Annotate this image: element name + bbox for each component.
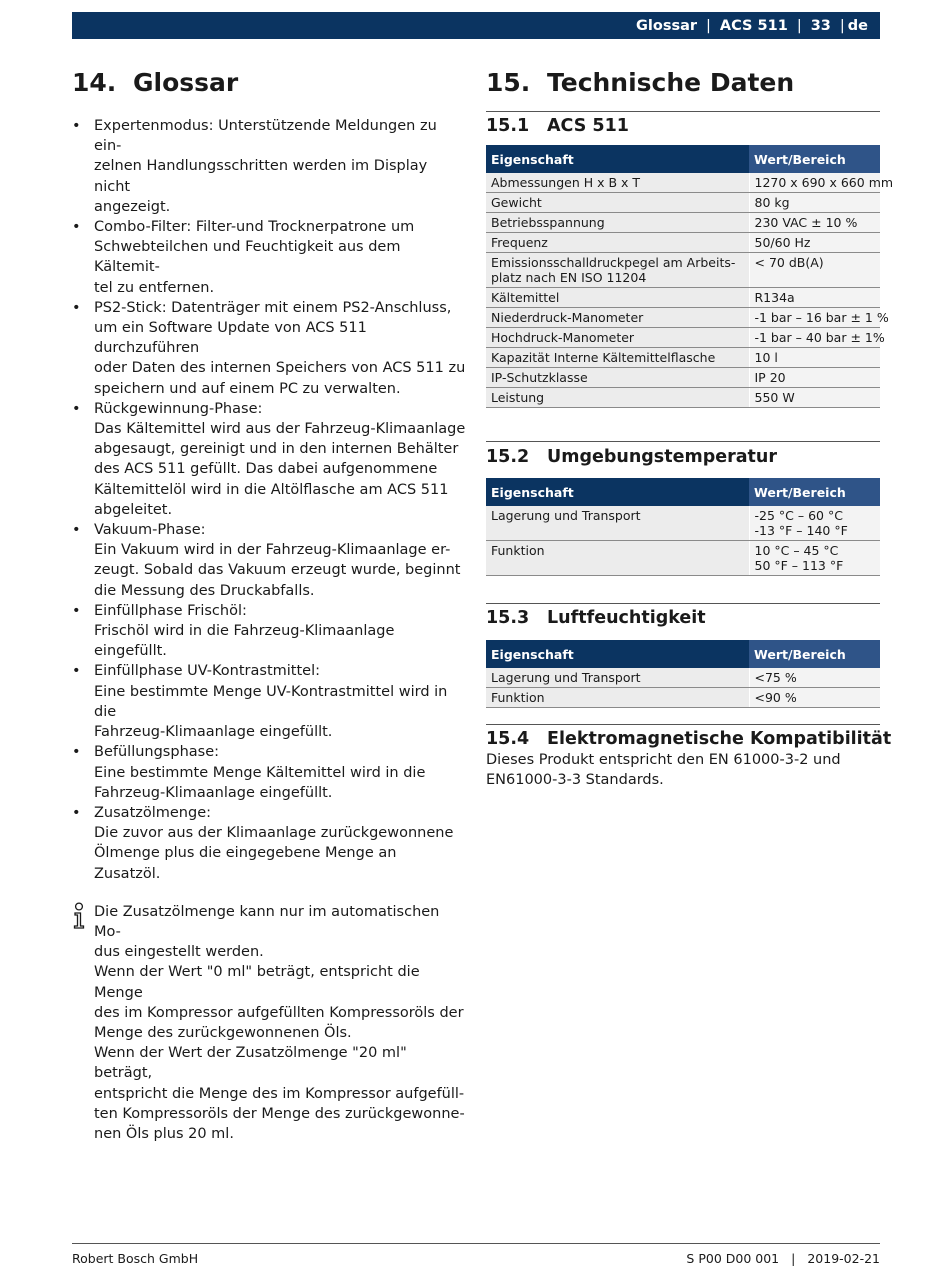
note-text-line: des im Kompressor aufgefüllten Kompressoröls der xyxy=(94,1004,464,1021)
bullet-icon: • xyxy=(72,400,81,417)
note-text-line: Die Zusatzölmenge kann nur im automatischen Mo- xyxy=(94,903,440,940)
header-section: Glossar xyxy=(635,17,698,34)
glossary-text-line: Ölmenge plus die eingegebene Menge an Zusatzöl. xyxy=(94,845,397,882)
value-text: < 70 dB(A) xyxy=(754,255,824,270)
table-row xyxy=(486,506,880,541)
property-text: Niederdruck-Manometer xyxy=(491,310,644,325)
property-text: IP-Schutzklasse xyxy=(491,370,588,385)
glossary-text-line: tel zu entfernen. xyxy=(94,279,215,296)
section-emc xyxy=(486,724,892,790)
property-cell xyxy=(486,368,749,388)
emc-text-line: EN61000-3-3 Standards. xyxy=(486,772,664,789)
column-header-value: Wert/Bereich xyxy=(749,640,880,668)
tech-column xyxy=(486,64,894,790)
value-cell xyxy=(749,213,880,233)
value-text: R134a xyxy=(754,290,795,305)
footer-doc-info xyxy=(686,1251,880,1266)
chapter-number: 15. xyxy=(486,68,531,97)
glossary-item xyxy=(72,298,467,399)
info-icon xyxy=(72,902,86,930)
table-row xyxy=(486,173,880,193)
chapter-number: 14. xyxy=(72,68,117,97)
property-text: Hochdruck-Manometer xyxy=(491,330,635,345)
section-title: ACS 511 xyxy=(547,116,629,136)
bullet-icon: • xyxy=(72,522,81,539)
footer-divider xyxy=(72,1243,880,1244)
property-text: platz nach EN ISO 11204 xyxy=(491,270,647,285)
property-cell xyxy=(486,541,749,576)
glossary-text-line: abgesaugt, gereinigt und in den internen Behälter xyxy=(94,441,459,458)
glossary-text-line: Einfüllphase UV-Kontrastmittel: xyxy=(94,663,320,680)
section-heading xyxy=(486,442,880,478)
spec-table-humidity xyxy=(486,640,880,708)
header-separator: | xyxy=(796,17,802,34)
property-text: Abmessungen H x B x T xyxy=(491,175,641,190)
value-cell xyxy=(749,348,880,368)
value-text: 80 kg xyxy=(754,195,790,210)
glossary-text-line: Fahrzeug-Klimaanlage eingefüllt. xyxy=(94,724,333,741)
emc-statement xyxy=(486,750,880,790)
value-text: <90 % xyxy=(754,690,797,705)
table-row xyxy=(486,688,880,708)
value-cell xyxy=(749,328,885,348)
section-humidity xyxy=(486,603,880,708)
column-header-property: Eigenschaft xyxy=(486,145,749,173)
value-text: 10 °C – 45 °C xyxy=(754,543,839,558)
value-cell xyxy=(749,668,880,688)
glossary-text-line: Ein Vakuum wird in der Fahrzeug-Klimaanlage er- xyxy=(94,542,451,559)
column-header-property: Eigenschaft xyxy=(486,640,749,668)
table-row xyxy=(486,541,880,576)
glossary-text-line: Schwebteilchen und Feuchtigkeit aus dem Kältemit- xyxy=(94,239,401,276)
value-text: IP 20 xyxy=(754,370,786,385)
table-row xyxy=(486,668,880,688)
property-cell xyxy=(486,308,749,328)
note-text xyxy=(94,902,467,1144)
note-text-line: dus eingestellt werden. xyxy=(94,944,264,961)
table-row xyxy=(486,233,880,253)
note-text-line: Menge des zurückgewonnenen Öls. xyxy=(94,1024,352,1041)
glossary-text-line: Eine bestimmte Menge UV-Kontrastmittel wird in die xyxy=(94,683,448,720)
bullet-icon: • xyxy=(72,602,81,619)
glossary-text-line: zeugt. Sobald das Vakuum erzeugt wurde, beginnt xyxy=(94,562,461,579)
property-cell xyxy=(486,233,749,253)
value-cell xyxy=(749,368,880,388)
table-row xyxy=(486,388,880,408)
value-text: 50 °F – 113 °F xyxy=(754,558,844,573)
glossary-text-line: Das Kältemittel wird aus der Fahrzeug-Klimaanlage xyxy=(94,421,466,438)
property-cell xyxy=(486,688,749,708)
property-cell xyxy=(486,213,749,233)
value-text: 230 VAC ± 10 % xyxy=(754,215,858,230)
table-row xyxy=(486,213,880,233)
header-separator: | xyxy=(706,17,711,34)
value-text: 550 W xyxy=(754,390,795,405)
value-cell xyxy=(749,253,880,288)
chapter-title: Glossar xyxy=(133,68,239,97)
section-number: 15.1 xyxy=(486,116,530,136)
property-cell xyxy=(486,193,749,213)
glossary-text-line: angezeigt. xyxy=(94,198,171,215)
header-separator: | xyxy=(839,17,845,34)
property-text: Frequenz xyxy=(491,235,548,250)
section-acs511 xyxy=(486,111,894,408)
glossary-text-line: Die zuvor aus der Klimaanlage zurückgewonnene xyxy=(94,825,454,842)
value-cell xyxy=(749,193,880,213)
property-text: Lagerung und Transport xyxy=(491,670,641,685)
footer-doc-number: S P00 D00 001 xyxy=(686,1251,780,1266)
spec-table-acs511 xyxy=(486,145,894,408)
glossary-item xyxy=(72,217,467,298)
property-text: Leistung xyxy=(491,390,545,405)
table-row xyxy=(486,348,880,368)
value-text: -13 °F – 140 °F xyxy=(754,523,848,538)
section-title: Umgebungstemperatur xyxy=(547,447,777,467)
tech-heading xyxy=(486,64,880,104)
glossary-text-line: abgeleitet. xyxy=(94,501,173,518)
table-row xyxy=(486,288,880,308)
column-header-value: Wert/Bereich xyxy=(749,145,880,173)
value-cell xyxy=(749,541,880,576)
glossary-text-line: speichern und auf einem PC zu verwalten. xyxy=(94,380,401,397)
note-block xyxy=(72,902,467,1144)
value-cell xyxy=(749,288,880,308)
glossary-item xyxy=(72,520,467,601)
bullet-icon: • xyxy=(72,299,81,316)
footer-company: Robert Bosch GmbH xyxy=(72,1251,199,1266)
glossary-text-line: Expertenmodus: Unterstützende Meldungen zu ein- xyxy=(94,118,437,155)
glossary-text-line: Befüllungsphase: xyxy=(94,744,219,761)
glossary-item xyxy=(72,803,467,884)
note-text-line: Wenn der Wert der Zusatzölmenge "20 ml" beträgt, xyxy=(94,1045,407,1082)
value-cell xyxy=(749,388,880,408)
glossary-item xyxy=(72,661,467,742)
table-row xyxy=(486,253,880,288)
value-cell xyxy=(749,506,880,541)
glossary-text-line: Einfüllphase Frischöl: xyxy=(94,602,247,619)
glossary-text-line: Eine bestimmte Menge Kältemittel wird in die xyxy=(94,764,426,781)
property-cell xyxy=(486,388,749,408)
header-product: ACS 511 xyxy=(719,17,788,34)
property-text: Kältemittel xyxy=(491,290,560,305)
section-number: 15.4 xyxy=(486,729,530,749)
note-text-line: ten Kompressoröls der Menge des zurückgewonne- xyxy=(94,1105,465,1122)
header-page-number: 33 xyxy=(810,17,831,34)
glossar-list xyxy=(72,116,467,884)
value-text: 1270 x 690 x 660 mm xyxy=(754,175,894,190)
glossary-text-line: Vakuum-Phase: xyxy=(94,522,206,539)
glossary-text-line: die Messung des Druckabfalls. xyxy=(94,582,315,599)
bullet-icon: • xyxy=(72,219,81,236)
glossary-text-line: Kältemittelöl wird in die Altölflasche am ACS 511 xyxy=(94,481,449,498)
spec-table-temperature xyxy=(486,478,880,576)
property-cell xyxy=(486,253,749,288)
value-cell xyxy=(749,688,880,708)
footer-separator: | xyxy=(791,1251,796,1266)
glossar-column xyxy=(72,64,467,1144)
column-header-value: Wert/Bereich xyxy=(749,478,880,506)
bullet-icon: • xyxy=(72,663,81,680)
glossary-item xyxy=(72,399,467,520)
footer-date: 2019-02-21 xyxy=(807,1251,880,1266)
glossary-text-line: zelnen Handlungsschritten werden im Display nicht xyxy=(94,158,428,195)
property-cell xyxy=(486,328,749,348)
property-text: Kapazität Interne Kältemittelflasche xyxy=(491,350,716,365)
column-header-property: Eigenschaft xyxy=(486,478,749,506)
property-text: Funktion xyxy=(491,690,545,705)
property-text: Gewicht xyxy=(491,195,542,210)
value-cell xyxy=(749,233,880,253)
value-text: -25 °C – 60 °C xyxy=(754,508,843,523)
section-heading xyxy=(486,604,880,640)
section-heading xyxy=(486,725,892,750)
section-heading xyxy=(486,112,880,145)
value-text: <75 % xyxy=(754,670,797,685)
page-header xyxy=(72,12,880,39)
glossary-item xyxy=(72,601,467,662)
value-cell xyxy=(749,308,889,328)
property-cell xyxy=(486,668,749,688)
section-title: Luftfeuchtigkeit xyxy=(547,608,706,628)
glossary-text-line: Fahrzeug-Klimaanlage eingefüllt. xyxy=(94,784,333,801)
glossary-text-line: um ein Software Update von ACS 511 durchzuführen xyxy=(94,320,367,357)
glossary-text-line: oder Daten des internen Speichers von ACS 511 zu xyxy=(94,360,466,377)
glossary-text-line: Combo-Filter: Filter-und Trocknerpatrone um xyxy=(94,219,415,236)
section-title: Elektromagnetische Kompatibilität xyxy=(547,729,892,749)
property-text: Betriebsspannung xyxy=(491,215,605,230)
bullet-icon: • xyxy=(72,804,81,821)
glossary-text-line: PS2-Stick: Datenträger mit einem PS2-Anschluss, xyxy=(94,299,452,316)
value-cell xyxy=(749,173,894,193)
table-row xyxy=(486,308,880,328)
section-number: 15.2 xyxy=(486,447,530,467)
bullet-icon: • xyxy=(72,744,81,761)
value-text: -1 bar – 16 bar ± 1 % xyxy=(754,310,889,325)
glossar-heading xyxy=(72,64,467,104)
property-cell xyxy=(486,348,749,368)
table-row xyxy=(486,368,880,388)
value-text: -1 bar – 40 bar ± 1% xyxy=(754,330,885,345)
table-row xyxy=(486,328,880,348)
property-cell xyxy=(486,506,749,541)
note-text-line: nen Öls plus 20 ml. xyxy=(94,1125,234,1142)
property-cell xyxy=(486,288,749,308)
chapter-title: Technische Daten xyxy=(547,68,795,97)
property-text: Lagerung und Transport xyxy=(491,508,641,523)
glossary-text-line: Rückgewinnung-Phase: xyxy=(94,400,263,417)
glossary-text-line: des ACS 511 gefüllt. Das dabei aufgenommene xyxy=(94,461,438,478)
header-language: de xyxy=(847,17,868,34)
value-text: 50/60 Hz xyxy=(754,235,811,250)
section-ambient-temperature xyxy=(486,441,880,576)
section-number: 15.3 xyxy=(486,608,530,628)
emc-text-line: Dieses Produkt entspricht den EN 61000-3-2 und xyxy=(486,752,841,768)
glossary-text-line: Zusatzölmenge: xyxy=(94,804,212,821)
property-text: Emissionsschalldruckpegel am Arbeits- xyxy=(491,255,736,270)
glossary-text-line: Frischöl wird in die Fahrzeug-Klimaanlage eingefüllt. xyxy=(94,623,395,660)
glossary-item xyxy=(72,742,467,803)
table-row xyxy=(486,193,880,213)
note-text-line: entspricht die Menge des im Kompressor aufgefüll- xyxy=(94,1085,465,1102)
property-text: Funktion xyxy=(491,543,545,558)
value-text: 10 l xyxy=(754,350,778,365)
property-cell xyxy=(486,173,749,193)
note-text-line: Wenn der Wert "0 ml" beträgt, entspricht die Menge xyxy=(94,964,420,1001)
bullet-icon: • xyxy=(72,118,81,134)
glossary-item xyxy=(72,116,467,217)
